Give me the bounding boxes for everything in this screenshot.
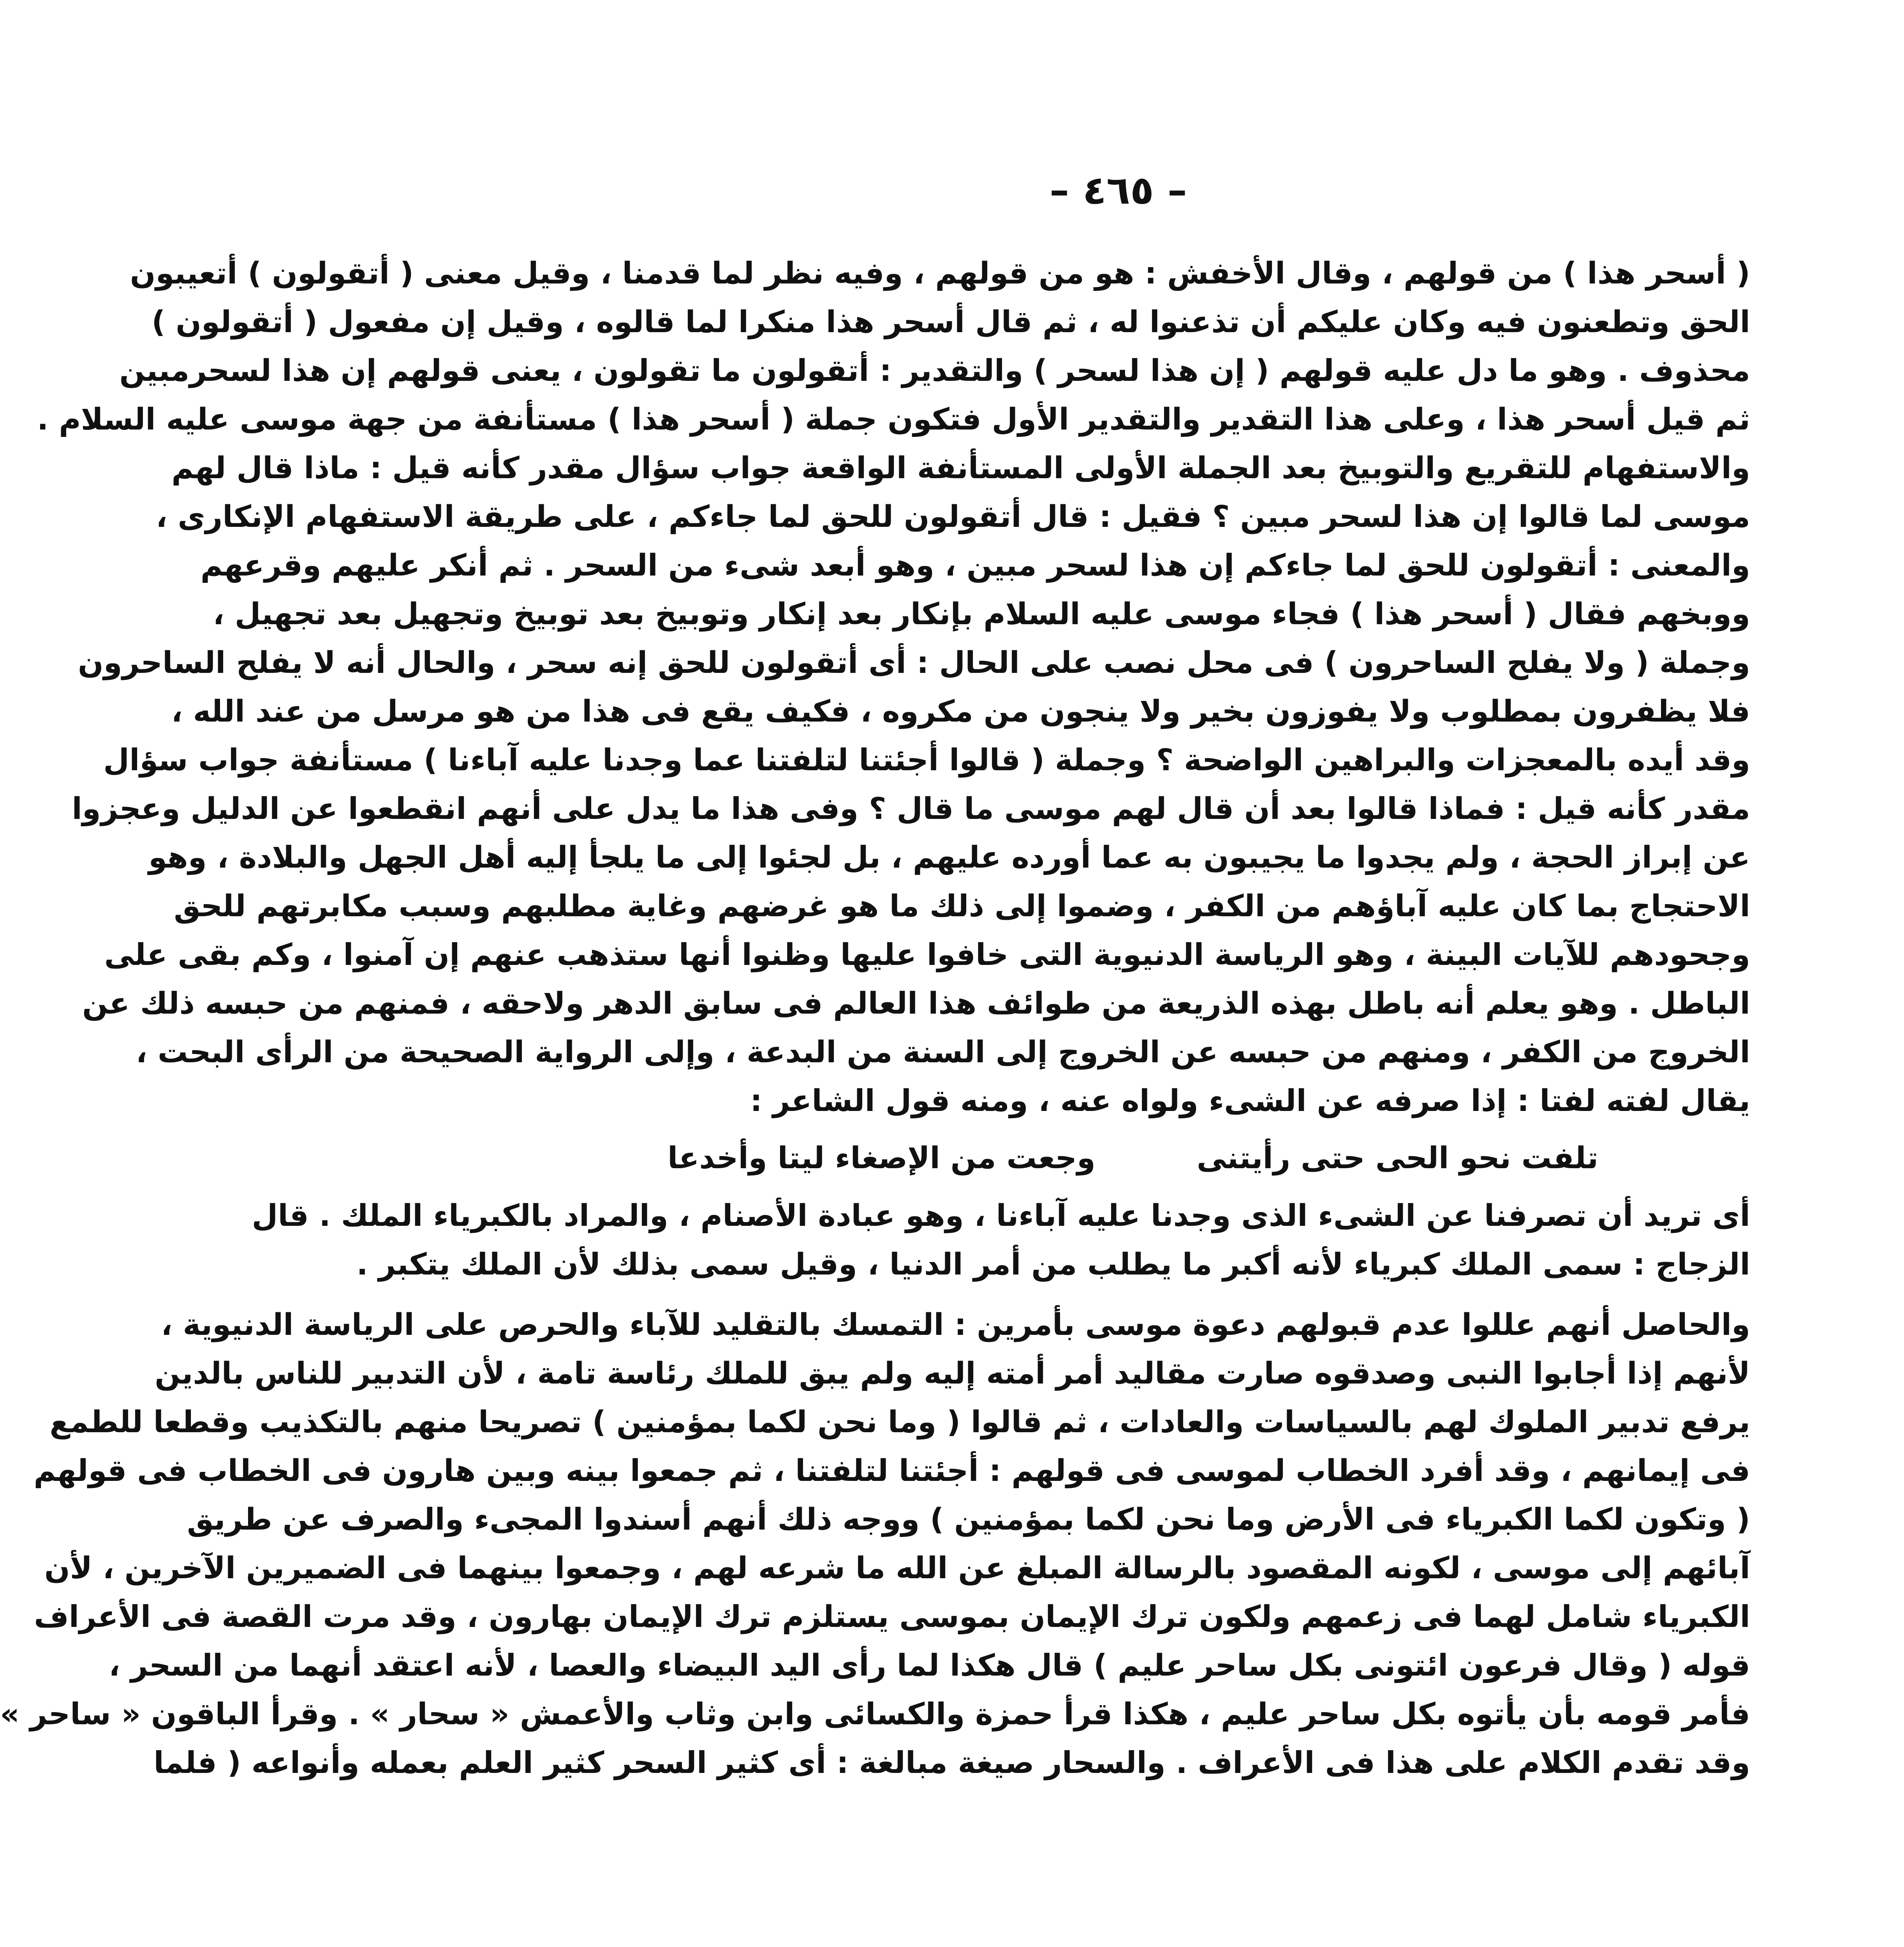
paragraph — [0, 1301, 1750, 1787]
text-line: أى تريد أن تصرفنا عن الشىء الذى وجدنا عليه آباءنا ، وهو عبادة الأصنام ، والمراد بالكبرياء الملك . قال — [252, 1199, 1750, 1233]
verse-first-hemistich: تلفت نحو الحى حتى رأيتنى — [1196, 1141, 1598, 1176]
paragraph — [252, 1192, 1750, 1289]
text-line: قوله ( وقال فرعون ائتونى بكل ساحر عليم ) قال هكذا لما رأى اليد البيضاء والعصا ، لأنه اعتقد أنهما من السحر ، — [109, 1648, 1750, 1683]
text-line: الاحتجاج بما كان عليه آباؤهم من الكفر ، وضموا إلى ذلك ما هو غرضهم وغاية مطلبهم وسبب مكابرتهم للحق — [174, 889, 1750, 924]
text-line: عن إبراز الحجة ، ولم يجدوا ما يجيبون به عما أورده عليهم ، بل لجئوا إلى ما يلجأ إليه أهل الجهل والبلادة ، وهو — [148, 840, 1750, 875]
text-line: والمعنى : أتقولون للحق لما جاءكم إن هذا لسحر مبين ، وهو أبعد شىء من السحر . ثم أنكر عليهم وقرعهم — [200, 548, 1750, 583]
text-line: يرفع تدبير الملوك لهم بالسياسات والعادات ، ثم قالوا ( وما نحن لكما بمؤمنين ) تصريحا منهم بالتكذيب وقطعا للطمع — [49, 1405, 1750, 1440]
text-line: وجملة ( ولا يفلح الساحرون ) فى محل نصب على الحال : أى أتقولون للحق إنه سحر ، والحال أنه لا يفلح الساحرون — [77, 646, 1750, 680]
text-line: لأنهم إذا أجابوا النبى وصدقوه صارت مقاليد أمر أمته إليه ولم يبق للملك رئاسة تامة ، لأن التدبير للناس بالدين — [155, 1356, 1750, 1391]
text-line: الباطل . وهو يعلم أنه باطل بهذه الذريعة من طوائف هذا العالم فى سابق الدهر ولاحقه ، فمنهم من حبسه ذلك عن — [82, 986, 1750, 1021]
text-line: ثم قيل أسحر هذا ، وعلى هذا التقدير والتقدير الأول فتكون جملة ( أسحر هذا ) مستأنفة من جهة موسى عليه السلام . — [37, 402, 1750, 437]
paragraph-gap — [516, 1289, 1750, 1301]
text-line: وقد تقدم الكلام على هذا فى الأعراف . والسحار صيغة مبالغة : أى كثير السحر كثير العلم بعمله وأنواعه ( فلما — [153, 1746, 1750, 1780]
text-line: ( أسحر هذا ) من قولهم ، وقال الأخفش : هو من قولهم ، وفيه نظر لما قدمنا ، وقيل معنى ( أتقولون ) أتعيبون — [130, 256, 1750, 291]
text-line: آبائهم إلى موسى ، لكونه المقصود بالرسالة المبلغ عن الله ما شرعه لهم ، وجمعوا بينهما فى الضميرين الآخرين ، لأن — [44, 1551, 1750, 1586]
text-line: يقال لفته لفتا : إذا صرفه عن الشىء ولواه عنه ، ومنه قول الشاعر : — [750, 1084, 1750, 1118]
text-line: وجحودهم للآيات البينة ، وهو الرياسة الدنيوية التى خافوا عليها وظنوا أنها ستذهب عنهم إن آمنوا ، وكم بقى على — [104, 938, 1750, 972]
main-text — [0, 249, 1750, 1787]
poetry-verse — [516, 1129, 1750, 1192]
text-line: فى إيمانهم ، وقد أفرد الخطاب لموسى فى قولهم : أجئتنا لتلفتنا ، ثم جمعوا بينه وبين هارون فى الخطاب فى قولهم — [33, 1454, 1750, 1488]
page-number: – ٤٦٥ – — [1050, 167, 1187, 213]
verse-second-hemistich: وجعت من الإصغاء ليتا وأخدعا — [668, 1141, 1096, 1176]
text-line: فلا يظفرون بمطلوب ولا يفوزون بخير ولا ينجون من مكروه ، فكيف يقع فى هذا من هو مرسل من عند الله ، — [171, 694, 1750, 729]
text-line: موسى لما قالوا إن هذا لسحر مبين ؟ فقيل : قال أتقولون للحق لما جاءكم ، على طريقة الاستفهام الإنكارى ، — [156, 500, 1750, 534]
text-line: ( وتكون لكما الكبرياء فى الأرض وما نحن لكما بمؤمنين ) ووجه ذلك أنهم أسندوا المجىء والصرف عن طريق — [187, 1502, 1750, 1537]
text-line: فأمر قومه بأن يأتوه بكل ساحر عليم ، هكذا قرأ حمزة والكسائى وابن وثاب والأعمش « سحار » . وقرأ الباقون « ساحر » — [0, 1697, 1750, 1732]
text-line: الخروج من الكفر ، ومنهم من حبسه عن الخروج إلى السنة من البدعة ، وإلى الرواية الصحيحة من الرأى البحت ، — [136, 1035, 1750, 1070]
text-line: وقد أيده بالمعجزات والبراهين الواضحة ؟ وجملة ( قالوا أجئتنا لتلفتنا عما وجدنا عليه آباءنا ) مستأنفة جواب سؤال — [103, 743, 1750, 778]
text-line: الكبرياء شامل لهما فى زعمهم ولكون ترك الإيمان بموسى يستلزم ترك الإيمان بهارون ، وقد مرت القصة فى الأعراف — [34, 1600, 1750, 1634]
text-line: والاستفهام للتقريع والتوبيخ بعد الجملة الأولى المستأنفة الواقعة جواب سؤال مقدر كأنه قيل : ماذا قال لهم — [171, 451, 1750, 486]
text-line: مقدر كأنه قيل : فماذا قالوا بعد أن قال لهم موسى ما قال ؟ وفى هذا ما يدل على أنهم انقطعوا عن الدليل وعجزوا — [72, 792, 1750, 826]
paragraph — [37, 249, 1750, 1125]
text-line: الزجاج : سمى الملك كبرياء لأنه أكبر ما يطلب من أمر الدنيا ، وقيل سمى بذلك لأن الملك يتكبر . — [356, 1247, 1750, 1282]
text-line: الحق وتطعنون فيه وكان عليكم أن تذعنوا له ، ثم قال أسحر هذا منكرا لما قالوه ، وقيل إن مفعول ( أتقولون ) — [151, 305, 1750, 340]
text-line: ووبخهم فقال ( أسحر هذا ) فجاء موسى عليه السلام بإنكار بعد إنكار وتوبيخ بعد توبيخ وتجهيل بعد تجهيل ، — [213, 597, 1750, 632]
text-line: محذوف . وهو ما دل عليه قولهم ( إن هذا لسحر ) والتقدير : أتقولون ما تقولون ، يعنى قولهم إن هذا لسحرمبين — [119, 354, 1750, 388]
text-line: والحاصل أنهم عللوا عدم قبولهم دعوة موسى بأمرين : التمسك بالتقليد للآباء والحرص على الرياسة الدنيوية ، — [161, 1308, 1750, 1342]
